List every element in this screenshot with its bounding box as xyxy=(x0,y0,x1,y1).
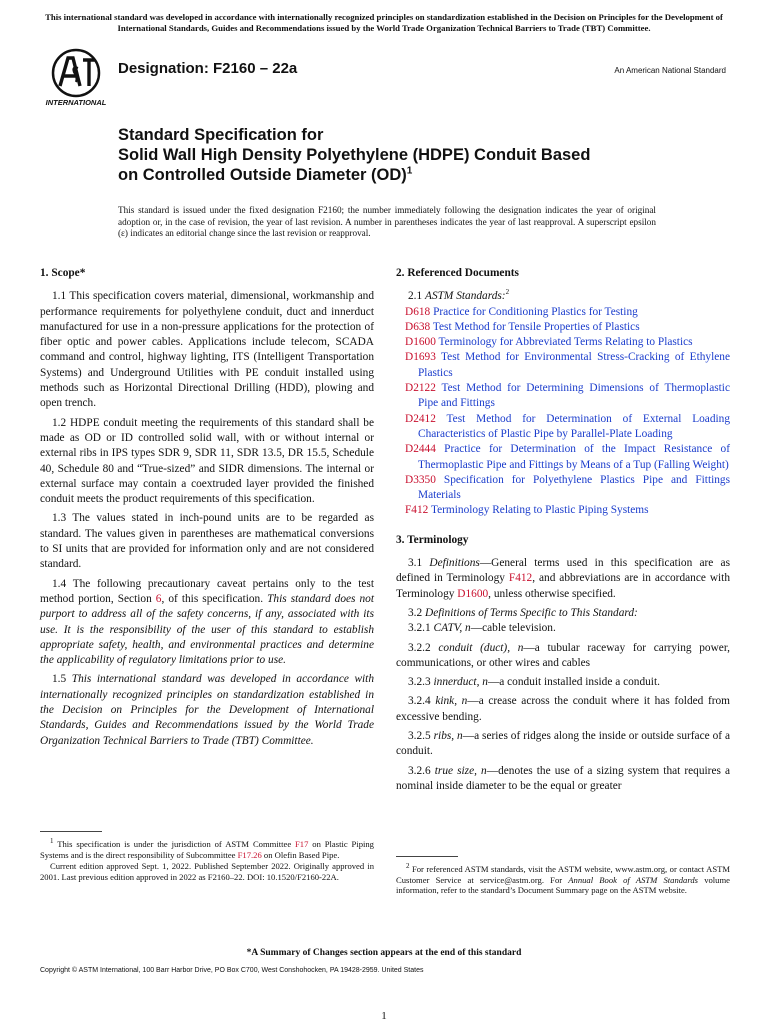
designation xyxy=(118,60,297,77)
reference-item[interactable] xyxy=(396,473,730,504)
definition-text: —cable television. xyxy=(470,622,556,635)
f17-26-link[interactable]: F17.26 xyxy=(237,849,262,860)
reference-item[interactable] xyxy=(396,320,730,335)
wto-statement: This international standard was developed in accordance with internationally recognized principles on standardization established in the Decision on Principles for the Development of International Standards, Guides and Recommendations issued by the World Trade Organization Technical Barriers to Trade (TBT) Committee. xyxy=(40,673,375,747)
reference-title[interactable]: Test Method for Determination of External Loading Characteristics of Plastic Pipe by Parallel-Plate Loading xyxy=(418,412,730,440)
p32-num: 3.2 xyxy=(408,606,426,619)
title-line-2: Solid Wall High Density Polyethylene (HDPE) Conduit Based xyxy=(118,146,591,164)
definition-text: —a series of ridges along the inside or outside surface of a conduit. xyxy=(396,730,730,758)
reference-item[interactable] xyxy=(396,305,730,320)
reference-title[interactable]: Test Method for Environmental Stress-Cracking of Ethylene Plastics xyxy=(418,351,730,379)
reference-title[interactable]: Test Method for Determining Dimensions of Thermoplastic Pipe and Fittings xyxy=(418,382,730,410)
scope-heading: 1. Scope* xyxy=(40,267,86,279)
designation-label: Designation: xyxy=(118,60,209,77)
definition-item xyxy=(396,764,730,795)
reference-title[interactable]: Terminology Relating to Plastic Piping Systems xyxy=(430,504,649,517)
summary-note: *A Summary of Changes section appears at the end of this standard xyxy=(246,948,522,958)
definition-number: 3.2.1 xyxy=(408,622,434,635)
footnote-1-text xyxy=(40,839,374,860)
footnote-2-text xyxy=(396,864,730,896)
reference-code[interactable]: D1693 xyxy=(405,351,436,364)
intro-paragraph: This standard is issued under the fixed designation F2160; the number immediately following the designation indicates the year of original adoption or, in the case of revision, the year of last revision. A number in parentheses indicates the year of last reapproval. A superscript epsilon (ε) indicates an editorial change since the last revision or reapproval. xyxy=(118,205,656,238)
para-1-3: 1.3 The values stated in inch-pound units are to be regarded as standard. The values given in parentheses are mathematical conversions to SI units that are provided for information only and are not considered standard. xyxy=(40,512,374,571)
terminology-heading: 3. Terminology xyxy=(396,533,469,546)
p31-num: 3.1 xyxy=(408,557,430,570)
definition-item xyxy=(396,641,730,672)
para-1-5 xyxy=(40,672,374,748)
reference-item[interactable] xyxy=(396,335,730,350)
fn2-b: volume information, refer to the standard’s Document Summary page on the ASTM website. xyxy=(396,874,730,896)
page-number: 1 xyxy=(381,1010,387,1022)
definition-item xyxy=(396,729,730,760)
footnote-1-edition: Current edition approved Sept. 1, 2022. Published September 2022. Originally approved in 2001. Last previous edition approved in 2022 as F2160–22. DOI: 10.1520/F2160-22A. xyxy=(40,861,374,882)
para-1-1: 1.1 This specification covers material, dimensional, workmanship and performance requirements for polyethylene conduit, duct and innerduct manufactured for use in a non-pressure applications for the protection of fiber optic and power cables. Applications include telecom, SCADA command and control, highway lighting, ITS (Intelligent Transportation Systems) and Underground Utilities with PE conduit installed using methods such as Horizontal Directional Drilling (HDD), plowing and open trench. xyxy=(40,290,374,410)
definition-number: 3.2.6 xyxy=(408,764,435,777)
para-1-2: 1.2 HDPE conduit meeting the requirements of this standard shall be made as OD or ID controlled solid wall, with or without internal or external ribs in IPS types SDR 9, SDR 11, SDR 13.5, DR 15.5, Schedule 40, Schedule 80 and “True-sized” and SIDR dimensions. The internal or external surface may contain a coextruded layer provided the finished conduit meets the product requirements of this specification. xyxy=(40,416,374,506)
definition-text: —a crease across the conduit where it has folded from excessive bending. xyxy=(396,695,730,723)
reference-code[interactable]: D2444 xyxy=(405,443,436,456)
reference-item[interactable] xyxy=(396,350,730,381)
reference-code[interactable]: D2122 xyxy=(405,382,436,395)
footnote-rule xyxy=(396,856,458,857)
reference-title[interactable]: Practice for Determination of the Impact Resistance of Thermoplastic Pipe and Fittings by Means of a Tup (Falling Weight) xyxy=(418,443,730,471)
ans-label: An American National Standard xyxy=(614,66,726,75)
adoption-notice: This international standard was developed in accordance with internationally recognized principles on standardization established in the Decision on Principles for the Development of International Standards, Guides and Recommendations issued by the World Trade Organization Technical Barriers to Trade (TBT) Committee. xyxy=(45,12,723,33)
footnote-2 xyxy=(396,856,730,897)
document-title xyxy=(118,125,718,185)
para-1-4 xyxy=(40,577,374,669)
reference-code[interactable]: D618 xyxy=(405,305,431,318)
fn1-a: This specification is under the jurisdiction of ASTM Committee xyxy=(53,839,296,849)
reference-item[interactable] xyxy=(396,442,730,473)
f17-link[interactable]: F17 xyxy=(295,839,309,849)
definition-text: —denotes the use of a sizing system that requires a nominal inside diameter to be the equal or greater xyxy=(396,764,731,792)
definition-term: CATV, n xyxy=(433,622,471,635)
reference-code[interactable]: D2412 xyxy=(405,412,436,425)
copyright: Copyright © ASTM International, 100 Barr Harbor Drive, PO Box C700, West Conshohocken, PA 19428-2959. United States xyxy=(40,967,424,974)
para-1-4-text: 1.4 The following precautionary caveat pertains only to the test method portion, Section xyxy=(40,577,374,605)
astm-logo xyxy=(38,46,114,108)
fn1-mark: 1 xyxy=(50,837,54,846)
designation-number: F2160 – 22a xyxy=(213,60,298,77)
section-6-link[interactable]: 6 xyxy=(155,592,162,605)
title-line-3: on Controlled Outside Diameter (OD) xyxy=(118,166,407,184)
reference-code[interactable]: D3350 xyxy=(405,473,436,486)
definition-number: 3.2.4 xyxy=(408,695,436,708)
reference-code[interactable]: F412 xyxy=(405,504,429,517)
d1600-link[interactable]: D1600 xyxy=(457,587,489,600)
fn2-italic: Annual Book of ASTM Standards xyxy=(568,874,699,885)
definition-number: 3.2.5 xyxy=(408,730,434,743)
definition-text: —a tubular raceway for carrying power, communications, or other wires and cables xyxy=(396,641,730,669)
definition-list xyxy=(396,621,730,794)
definition-term: kink, n xyxy=(435,695,468,708)
safety-caveat: This standard does not purport to address all of the safety concerns, if any, associated with its use. It is the responsibility of the user of this standard to establish appropriate safety, health, and environmental practices and determine the applicability of regulatory limitations prior to use. xyxy=(40,592,374,667)
reference-code[interactable]: D638 xyxy=(405,320,431,333)
astm-standards-label xyxy=(396,289,730,304)
title-line-1: Standard Specification for xyxy=(118,126,324,144)
definition-item xyxy=(396,675,730,690)
definition-term: conduit (duct), n xyxy=(438,641,524,654)
reference-title[interactable]: Practice for Conditioning Plastics for Testing xyxy=(433,305,638,318)
p32-label: Definitions of Terms Specific to This Standard: xyxy=(425,606,638,619)
definition-term: innerduct, n xyxy=(433,676,488,689)
definition-item xyxy=(396,694,730,725)
reference-code[interactable]: D1600 xyxy=(405,336,436,349)
sub-label: ASTM Standards: xyxy=(425,290,506,303)
definition-item xyxy=(396,621,730,636)
reference-item[interactable] xyxy=(396,503,730,518)
definition-term: true size, n xyxy=(434,764,487,777)
definition-term: ribs, n xyxy=(433,730,463,743)
fn2-a: For referenced ASTM standards, visit the ASTM website, www.astm.org, or contact ASTM Customer Service at service@astm.org. For xyxy=(396,864,730,885)
referenced-heading: 2. Referenced Documents xyxy=(396,267,519,279)
para-3-1 xyxy=(396,556,730,602)
sub-footnote-mark: 2 xyxy=(505,288,510,297)
reference-item[interactable] xyxy=(396,412,730,443)
logo-text: INTERNATIONAL xyxy=(45,98,107,107)
footnote-rule xyxy=(40,831,102,832)
p31-text-d: , unless otherwise specified. xyxy=(488,587,616,600)
p31-term: Definitions xyxy=(429,557,480,570)
f412-link[interactable]: F412 xyxy=(508,572,533,585)
title-footnote-mark: 1 xyxy=(406,165,413,177)
para-1-5-num: 1.5 xyxy=(52,673,72,686)
para-1-4-text-b: , of this specification. xyxy=(161,592,268,605)
reference-list xyxy=(396,305,730,519)
definition-text: —a conduit installed inside a conduit. xyxy=(487,676,660,689)
footnote-1 xyxy=(40,831,374,883)
reference-title[interactable]: Test Method for Tensile Properties of Plastics xyxy=(432,320,640,333)
definition-number: 3.2.2 xyxy=(408,641,439,654)
reference-item[interactable] xyxy=(396,381,730,412)
right-column xyxy=(396,266,730,798)
fn1-c: on Olefin Based Pipe. xyxy=(261,849,340,860)
para-3-2 xyxy=(396,606,730,621)
definition-number: 3.2.3 xyxy=(408,676,434,689)
fn2-mark: 2 xyxy=(406,862,410,871)
fn1-b: on Plastic Piping Systems and is the direct responsibility of Subcommittee xyxy=(40,839,374,860)
left-column xyxy=(40,266,374,753)
p31-text-c: , and abbreviations are in accordance with Terminology xyxy=(396,572,731,600)
reference-title[interactable]: Specification for Polyethylene Plastics Pipe and Fittings Materials xyxy=(418,473,731,502)
p31-text: —General terms used in this specification are as defined in Terminology xyxy=(396,557,730,585)
sub-num: 2.1 xyxy=(408,290,426,303)
reference-title[interactable]: Terminology for Abbreviated Terms Relating to Plastics xyxy=(438,336,693,349)
